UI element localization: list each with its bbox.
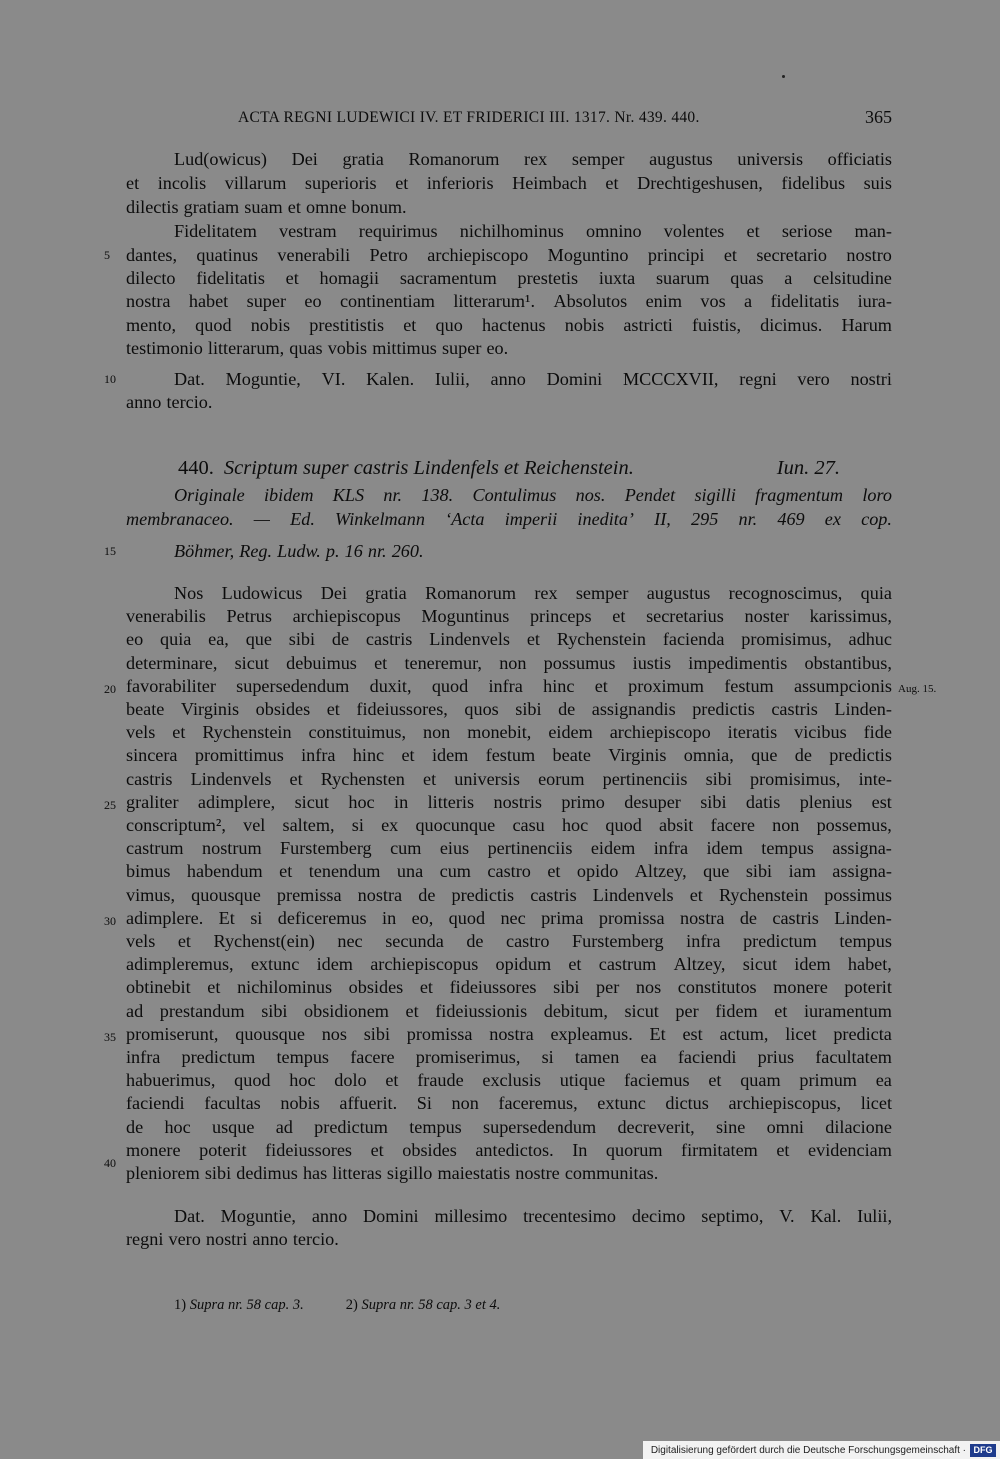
- doc440-line: eo quia ea, que sibi de castris Lindenvels et Rychenstein facienda promisimus, adhuc: [126, 629, 892, 650]
- doc440-line: habuerimus, quod hoc dolo et fraude exclusis utique faciemus et quam primum ea: [126, 1070, 892, 1091]
- doc439-line: Lud(owicus) Dei gratia Romanorum rex semper augustus universis officiatis: [174, 149, 892, 169]
- doc440-line: determinare, sicut debuimus et teneremur, non possumus iustis impedimentis obstantibus,: [126, 652, 892, 673]
- page-number: 365: [865, 107, 892, 127]
- footnote-1-number: 1): [174, 1297, 187, 1313]
- line-number: 15: [104, 544, 116, 558]
- margin-date-note: Aug. 15.: [898, 683, 937, 695]
- doc440-line: graliter adimplere, sicut hoc in litteris nostris primo desuper sibi datis plenius est: [126, 791, 892, 812]
- footnotes: [174, 1295, 500, 1315]
- doc440-line: castrum nostrum Furstemberg cum eius pertinenciis eidem infra idem tempus assigna-: [126, 838, 892, 859]
- document-number: 440.: [178, 457, 214, 479]
- doc440-line: Nos Ludowicus Dei gratia Romanorum rex semper augustus recognoscimus, quia: [174, 583, 892, 603]
- doc439-line: nostra habet super eo continentiam litterarum¹. Absolutos enim vos a fidelitatis iura-: [126, 291, 892, 311]
- doc440-line: beate Virginis obsides et fideiussores, quos sibi de assignandis predictis castris Linden-: [126, 699, 892, 719]
- doc440-line: venerabilis Petrus archiepiscopus Moguntinus princeps et secretarius noster karissimus,: [126, 606, 892, 627]
- footnote-1: [174, 1297, 304, 1313]
- document-440-heading: [178, 454, 840, 482]
- doc440-line: pleniorem sibi dedimus has litteras sigillo maiestatis nostre communitas.: [126, 1163, 659, 1183]
- document-title: Scriptum super castris Lindenfels et Reichenstein.: [223, 457, 634, 479]
- line-number: 20: [104, 682, 116, 696]
- doc440-line: vels et Rychenstein constituimus, non monebit, eidem archiepiscopo iteratis vicibus fide: [126, 722, 892, 743]
- doc439-line: anno tercio.: [126, 392, 213, 412]
- line-number: 40: [104, 1156, 116, 1170]
- doc440-line: adimpleremus, extunc idem archiepiscopus opidum et castrum Altzey, sicut idem habet,: [126, 954, 892, 975]
- doc439-line: et incolis villarum superioris et inferioris Heimbach et Drechtigeshusen, fidelibus suis: [126, 173, 892, 193]
- doc439-line: dilectis gratiam suam et omne bonum.: [126, 197, 407, 217]
- page-header: [238, 107, 892, 131]
- doc440-line: obtinebit et nichilominus obsides et fideiussores sibi per nos constitutos monere poterit: [126, 977, 892, 998]
- running-head: ACTA REGNI LUDEWICI IV. ET FRIDERICI III. 1317. Nr. 439. 440.: [238, 109, 700, 126]
- doc440-line: de hoc usque ad predictum tempus supersedendum decreverit, sine omni dilacione: [126, 1116, 892, 1137]
- doc440-line: adimplere. Et si deficeremus in eo, quod nec prima promissa nostra de castris Linden-: [126, 907, 892, 928]
- doc439-line: Fidelitatem vestram requirimus nichilhominus omnino volentes et seriose man-: [174, 221, 892, 241]
- doc440-line: promiserunt, quousque nos sibi promissa nostra expleamus. Et est actum, licet predicta: [126, 1023, 892, 1044]
- digitization-credit: [643, 1441, 1000, 1459]
- doc440-line: faciendi facultas nobis affuerit. Si non faceremus, extunc dictus archiepiscopus, licet: [126, 1093, 892, 1114]
- doc440-line: castris Lindenvels et Rychensten et universis eorum pertinenciis sibi promisimus, inte-: [126, 768, 892, 789]
- doc440-line: Dat. Moguntie, anno Domini millesimo trecentesimo decimo septimo, V. Kal. Iulii,: [174, 1206, 892, 1226]
- doc440-line: favorabiliter supersedendum duxit, quod infra hinc et proximum festum assumpcionis: [126, 675, 892, 696]
- dfg-logo-icon: DFG: [970, 1444, 996, 1457]
- doc439-line: testimonio litterarum, quas vobis mittimus super eo.: [126, 338, 509, 358]
- footnote-2-text: Supra nr. 58 cap. 3 et 4.: [361, 1297, 501, 1313]
- doc439-line: dantes, quatinus venerabili Petro archiepiscopo Moguntino principi et secretario nostro: [126, 245, 892, 265]
- source-line: Böhmer, Reg. Ludw. p. 16 nr. 260.: [174, 541, 424, 561]
- doc440-line: regni vero nostri anno tercio.: [126, 1229, 339, 1249]
- source-line: membranaceo. — Ed. Winkelmann ‘Acta imperii inedita’ II, 295 nr. 469 ex cop.: [126, 509, 892, 529]
- doc439-line: Dat. Moguntie, VI. Kalen. Iulii, anno Domini MCCCXVII, regni vero nostri: [174, 369, 892, 389]
- line-number: 35: [104, 1030, 116, 1044]
- footnote-1-text: Supra nr. 58 cap. 3.: [189, 1297, 304, 1313]
- line-number: 30: [104, 914, 116, 928]
- document-date: Iun. 27.: [776, 457, 840, 479]
- credit-text: Digitalisierung gefördert durch die Deutsche Forschungsgemeinschaft ·: [650, 1444, 966, 1456]
- doc440-line: ad prestandum sibi obsidionem et fideiussionis debitum, sicut per fidem et iuramentum: [126, 1000, 892, 1021]
- doc440-line: conscriptum², vel saltem, si ex quocunque casu hoc quod absit facere non possemus,: [126, 815, 892, 835]
- line-number: 10: [104, 372, 116, 386]
- line-number: 5: [104, 248, 110, 262]
- doc440-line: bimus habendum et tenendum una cum castro et opido Altzey, que sibi iam assigna-: [126, 861, 892, 882]
- doc440-line: infra predictum tempus facere promiserimus, si tamen ea faciendi prius facultatem: [126, 1047, 892, 1067]
- footnote-2: [346, 1297, 501, 1313]
- footnote-2-number: 2): [345, 1297, 358, 1313]
- doc440-line: vels et Rychenst(ein) nec secunda de castro Furstemberg infra predictum tempus: [126, 931, 892, 951]
- line-number: 25: [104, 798, 116, 812]
- scan-speck: [782, 75, 785, 78]
- doc439-line: dilecto fidelitatis et homagii sacramentum prestetis iuxta suarum quas a celsitudine: [126, 268, 892, 288]
- doc439-line: mento, quod nobis prestitistis et quo hactenus nobis astricti fuistis, dicimus. Harum: [126, 315, 892, 335]
- doc440-line: vimus, quousque premissa nostra de predictis castris Lindenvels et Rychenstein possimus: [126, 884, 892, 905]
- doc440-line: sincera promittimus infra hinc et idem festum beate Virginis omnia, que de predictis: [126, 745, 892, 766]
- doc440-line: monere poterit fideiussores et obsides antedictos. In quorum firmitatem et evidenciam: [126, 1139, 892, 1160]
- source-line: Originale ibidem KLS nr. 138. Contulimus nos. Pendet sigilli fragmentum loro: [174, 485, 892, 505]
